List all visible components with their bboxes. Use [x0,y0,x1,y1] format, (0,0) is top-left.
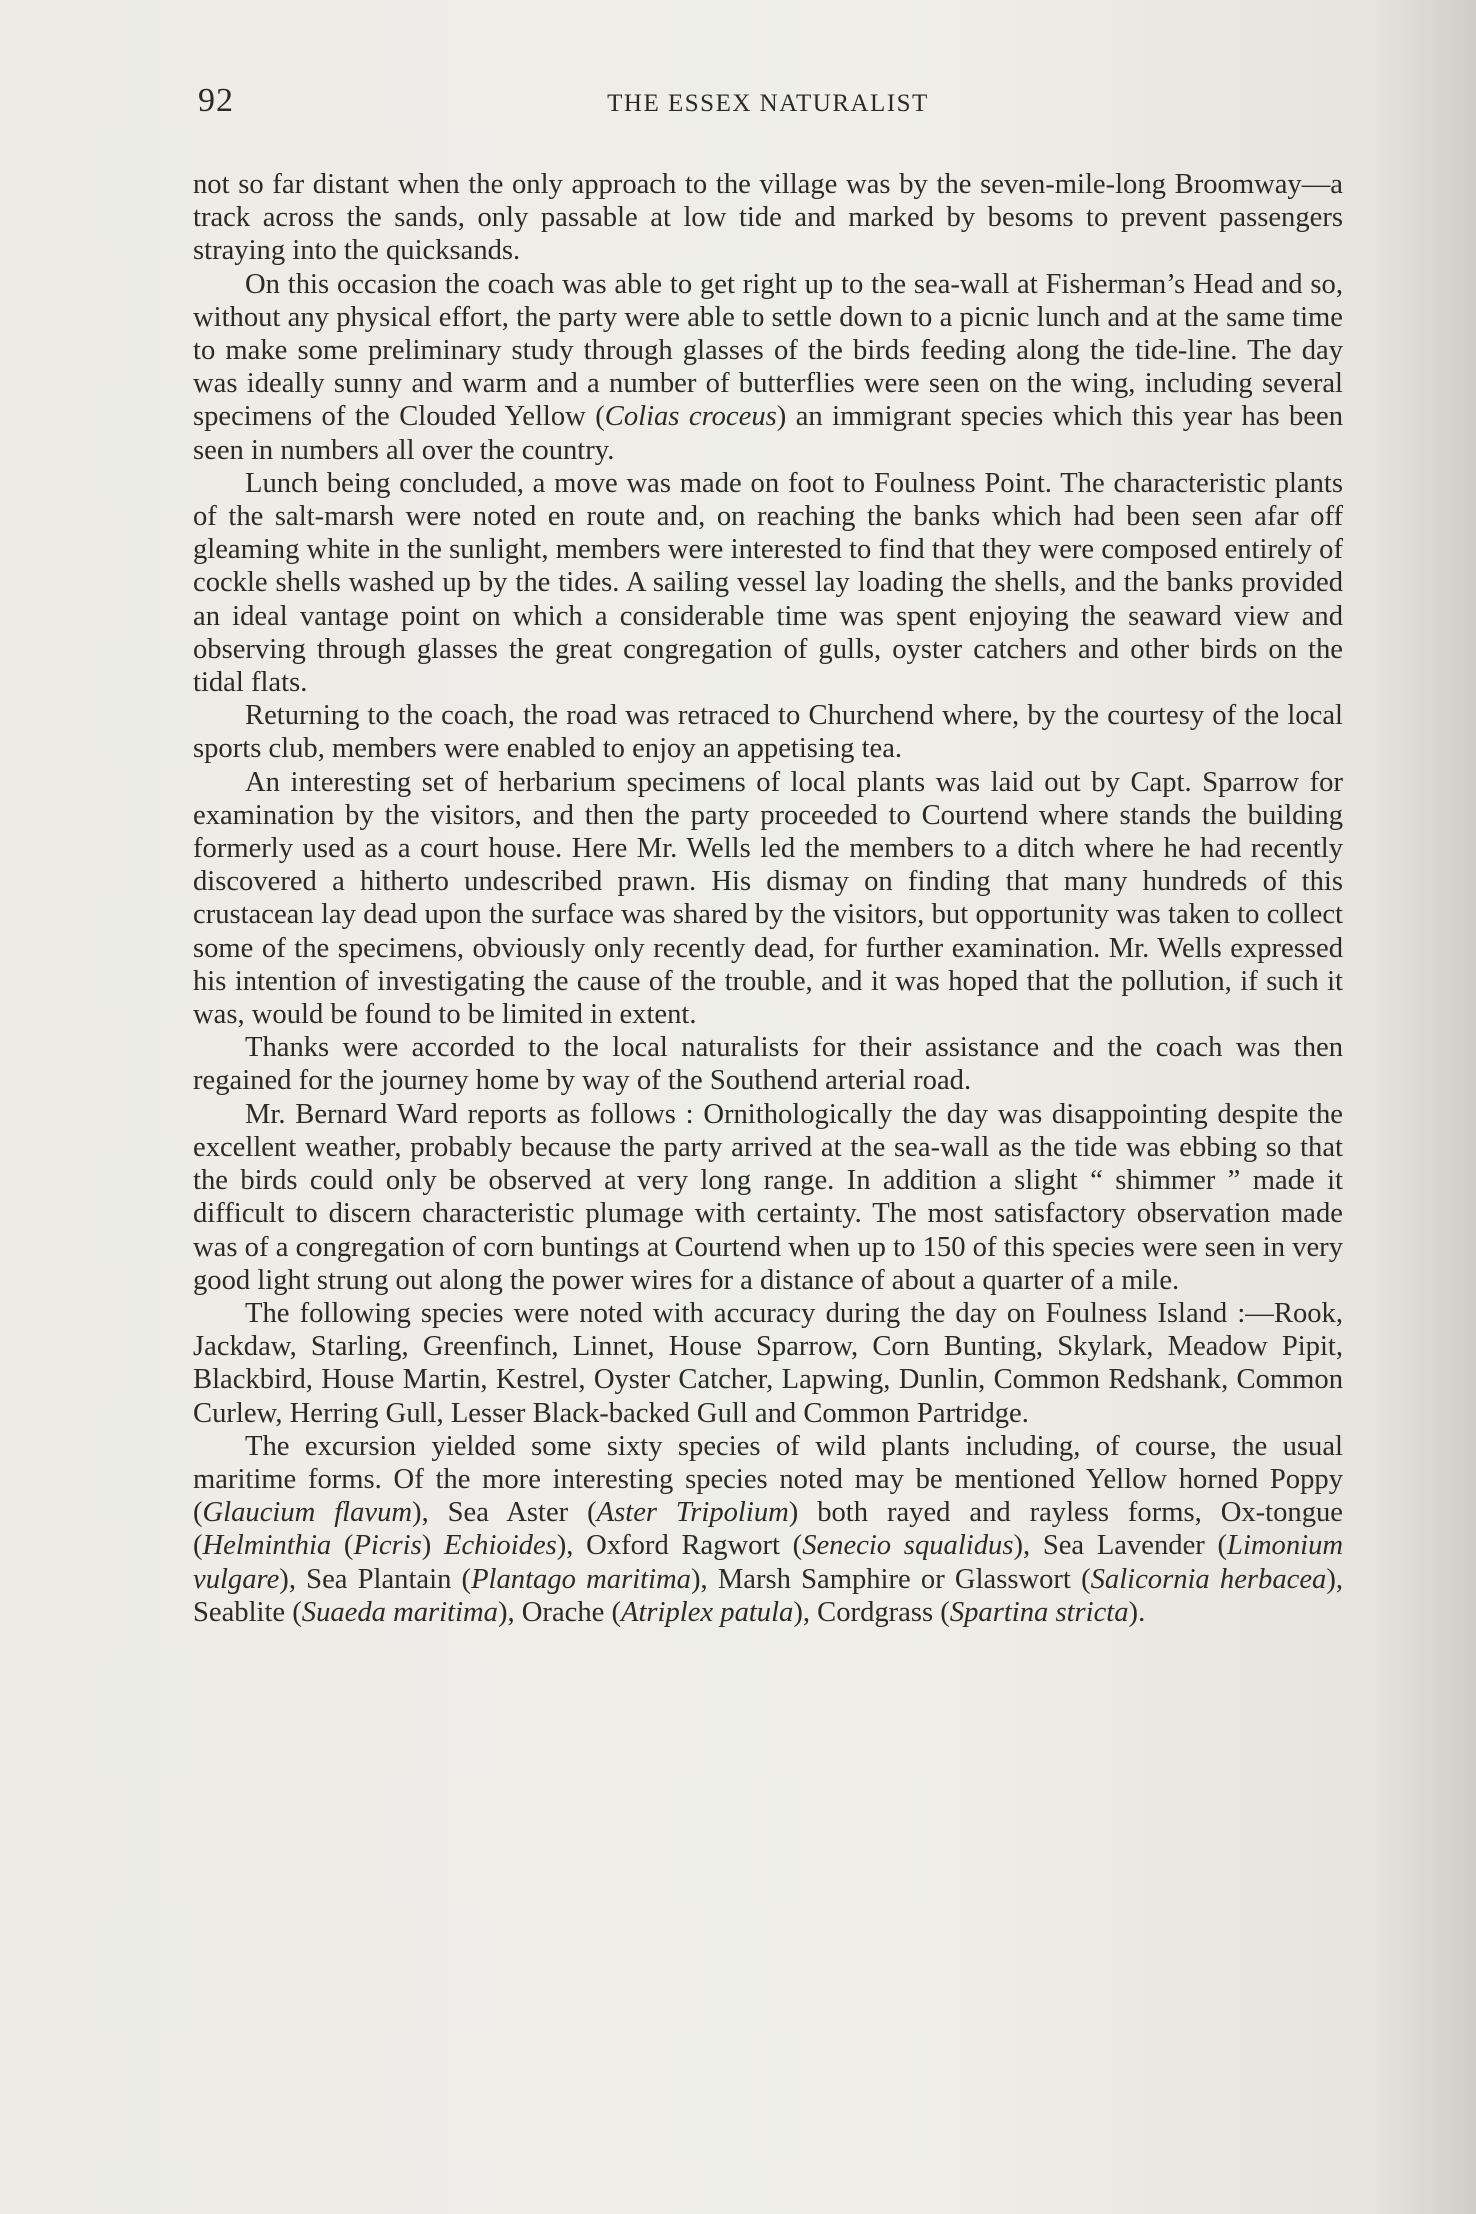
species-name: Spartina stricta [949,1596,1129,1628]
species-name: Aster Tripolium [596,1497,789,1529]
text-run: ), Sea Plantain ( [279,1563,472,1595]
text-run: ), Oxford Ragwort ( [556,1530,803,1562]
text-run: ) [421,1530,445,1562]
species-name: Suaeda maritima [301,1596,498,1628]
paragraph-3 [193,467,1343,699]
species-name: Salicornia herbacea [1090,1563,1327,1595]
text-run: An interesting set of herbarium specimens of local plants was laid out by Capt. Sparrow for examination by the visitors, and then the party proceeded to Courtend where stands the building formerly used as a court house. Here Mr. Wells led the members to a ditch where he had recently discovered a hitherto undescribed prawn. His dismay on finding that many hundreds of this crustacean lay dead upon the surface was shared by the visitors, but opportunity was taken to collect some of the specimens, obviously only recently dead, for further examination. Mr. Wells expressed his intention of investigating the cause of the trouble, and it was hoped that the pollution, if such it was, would be found to be limited in extent. [193,766,1343,1031]
text-run: ), Sea Lavender ( [1013,1530,1228,1562]
text-run: The following species were noted with accuracy during the day on Foulness Island :—Rook, Jackdaw, Starling, Greenfinch, Linnet, House Sparrow, Corn Bunting, Skylark, Meadow Pipit, Blackbird, House Martin, Kestrel, Oyster Catcher, Lapwing, Dunlin, Common Redshank, Common Curlew, Herring Gull, Lesser Black-backed Gull and Common Partridge. [193,1297,1343,1429]
text-run: Returning to the coach, the road was retraced to Churchend where, by the courtesy of the local sports club, members were enabled to enjoy an appetising tea. [193,700,1343,765]
text-run: The excursion yielded some sixty species of wild plants including, of course, the usual maritime forms. Of the more interesting species noted may be mentioned Yellow horned Poppy ( [193,1430,1343,1529]
page-number: 92 [198,82,234,119]
text-run: not so far distant when the only approach to the village was by the seven-mile-long Broomway—a track across the sands, only passable at low tide and marked by besoms to prevent passengers straying into the quicksands. [193,169,1343,267]
text-run: ). [1128,1596,1146,1628]
paragraph-6 [193,1031,1343,1097]
article-body [193,168,1343,1629]
species-name: Picris [353,1530,422,1562]
text-run: ), Sea Aster ( [412,1497,597,1529]
text-run: ), Orache ( [497,1596,622,1628]
text-run: ) an immigrant species which this year has been seen in numbers all over the country. [193,401,1343,466]
paragraph-5 [193,766,1343,1032]
text-run: Mr. Bernard Ward reports as follows : Ornithologically the day was disappointing despite the excellent weather, probably because the party arrived at the sea-wall as the tide was ebbing so that the birds could only be observed at very long range. In addition a slight “ shimmer ” made it difficult to discern characteristic plumage with certainty. The most satisfactory observation made was of a congregation of corn buntings at Courtend when up to 150 of this species were seen in very good light strung out along the power wires for a distance of about a quarter of a mile. [193,1098,1343,1296]
text-run: ), Marsh Samphire or Glasswort ( [690,1563,1091,1595]
species-name: Senecio squalidus [802,1530,1014,1562]
species-name: Limonium vulgare [193,1530,1344,1595]
species-name: Helminthia [202,1530,332,1562]
paragraph-8 [193,1297,1343,1430]
text-run: On this occasion the coach was able to get right up to the sea-wall at Fisherman’s Head and so, without any physical effort, the party were able to settle down to a picnic lunch and at the same time to make some preliminary study through glasses of the birds feeding along the tide-line. The day was ideally sunny and warm and a number of butterflies were seen on the wing, including several specimens of the Clouded Yellow ( [193,268,1343,433]
paragraph-4 [193,699,1343,765]
text-run: Lunch being concluded, a move was made on foot to Foulness Point. The characteristic plants of the salt-marsh were noted en route and, on reaching the banks which had been seen afar off gleaming white in the sunlight, members were interested to find that they were composed entirely of cockle shells washed up by the tides. A sailing vessel lay loading the shells, and the banks provided an ideal vantage point on which a considerable time was spent enjoying the seaward view and observing through glasses the great congregation of gulls, oyster catchers and other birds on the tidal flats. [193,467,1343,699]
paragraph-9 [193,1430,1343,1629]
species-name: Colias croceus [604,401,777,433]
species-name: Atriplex patula [621,1596,794,1628]
species-name: Plantago maritima [471,1563,691,1595]
species-name: Glaucium flavum [202,1497,413,1529]
text-run: ), Cordgrass ( [793,1596,950,1628]
text-run: ( [331,1530,354,1562]
text-run: Thanks were accorded to the local naturalists for their assistance and the coach was then regained for the journey home by way of the Southend arterial road. [193,1032,1343,1097]
paragraph-2 [193,268,1343,467]
running-title: THE ESSEX NATURALIST [607,90,929,117]
paragraph-7 [193,1098,1343,1297]
species-name: Echioides [444,1530,557,1562]
paragraph-1 [193,168,1343,268]
text-run: ), Seablite ( [193,1563,1343,1628]
page-header [198,82,1338,132]
text-run: ) both rayed and rayless forms, Ox-tongue ( [193,1497,1343,1562]
